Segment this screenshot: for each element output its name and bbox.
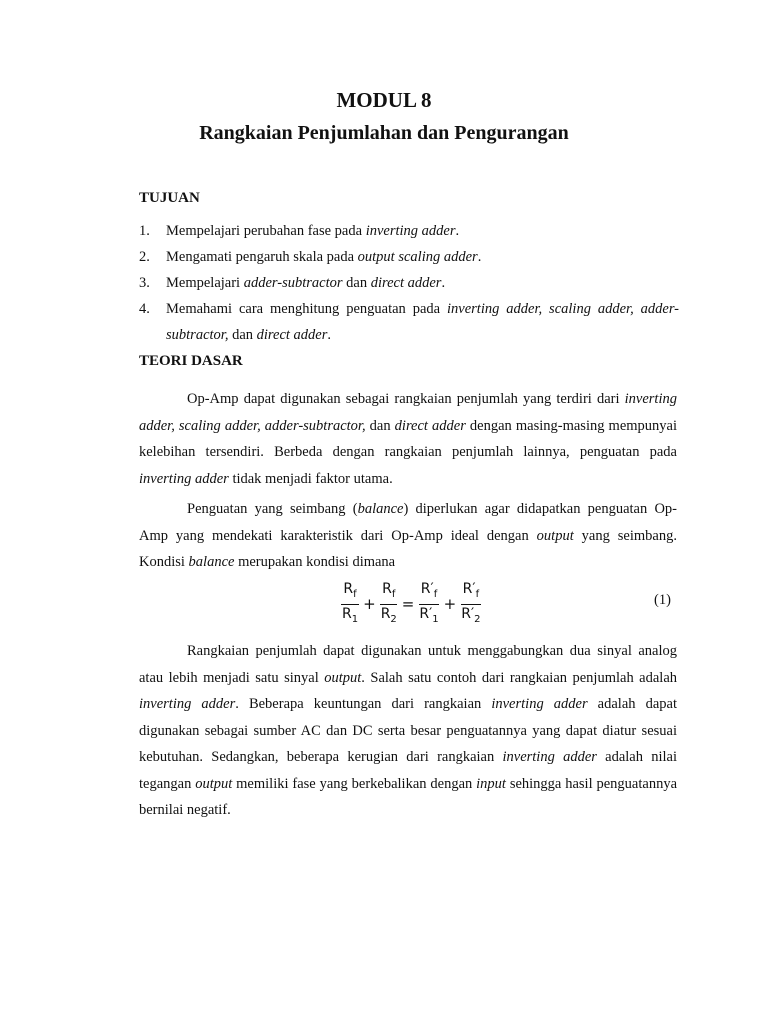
equals-sign: = [401, 595, 415, 613]
section-heading-teori-dasar: TEORI DASAR [139, 353, 243, 369]
section-heading-tujuan: TUJUAN [139, 190, 200, 206]
list-text: Mengamati pengaruh skala pada output scaling adder. [166, 249, 482, 265]
paragraph-1: Op-Amp dapat digunakan sebagai rangkaian penjumlah yang terdiri dari inverting adder, scaling adder, adder-subtractor, dan direct adder dengan masing-masing mempunyai kelebihan tersendiri. Berbeda dengan rangkaian penjumlah lainnya, penguatan pada inverting adder tidak menjadi faktor utama. [139, 391, 677, 487]
equation-number: (1) [654, 592, 671, 608]
fraction-rf-r2: $\frac{R_f}{R_2}$ [380, 580, 397, 625]
list-number: 3. [139, 275, 150, 291]
fraction-rfp-r1p: $\frac{R'_f}{R'_1}$ [419, 580, 439, 625]
module-title: MODUL 8 [336, 88, 432, 112]
list-item [139, 270, 679, 296]
list-item [139, 296, 679, 348]
objectives-list [139, 218, 679, 348]
paragraph-3: Rangkaian penjumlah dapat digunakan untuk menggabungkan dua sinyal analog atau lebih menjadi satu sinyal output. Salah satu contoh dari rangkaian penjumlah adalah inverting adder. Beberapa keuntungan dari rangkaian inverting adder adalah dapat digunakan sebagai sumber AC dan DC serta besar penguatannya yang dapat diatur sesuai kebutuhan. Sedangkan, beberapa kerugian dari rangkaian inverting adder adalah nilai tegangan output memiliki fase yang berkebalikan dengan input sehingga hasil penguatannya bernilai negatif. [139, 643, 678, 818]
paragraph-2: Penguatan yang seimbang (balance) diperlukan agar didapatkan penguatan Op-Amp yang mendekati karakteristik dari Op-Amp ideal dengan output yang seimbang. Kondisi balance merupakan kondisi dimana [139, 501, 677, 570]
list-number: 4. [139, 301, 150, 317]
plus-sign: + [363, 595, 376, 613]
plus-sign: + [443, 595, 457, 613]
list-item [139, 244, 679, 270]
fraction-rfp-r2p: $\frac{R'_f}{R'_2}$ [461, 580, 481, 625]
balance-equation [340, 582, 480, 626]
list-number: 1. [139, 223, 150, 239]
fraction-rf-r1: $\frac{R_f}{R_1}$ [342, 580, 359, 625]
list-item [139, 218, 679, 244]
module-subtitle: Rangkaian Penjumlahan dan Pengurangan [199, 122, 569, 144]
list-text: Mempelajari adder-subtractor dan direct adder. [166, 275, 446, 291]
list-text: Memahami cara menghitung penguatan pada inverting adder, scaling adder, adder-subtractor, dan direct adder. [166, 301, 679, 343]
list-number: 2. [139, 249, 150, 265]
list-text: Mempelajari perubahan fase pada inverting adder. [166, 223, 460, 239]
